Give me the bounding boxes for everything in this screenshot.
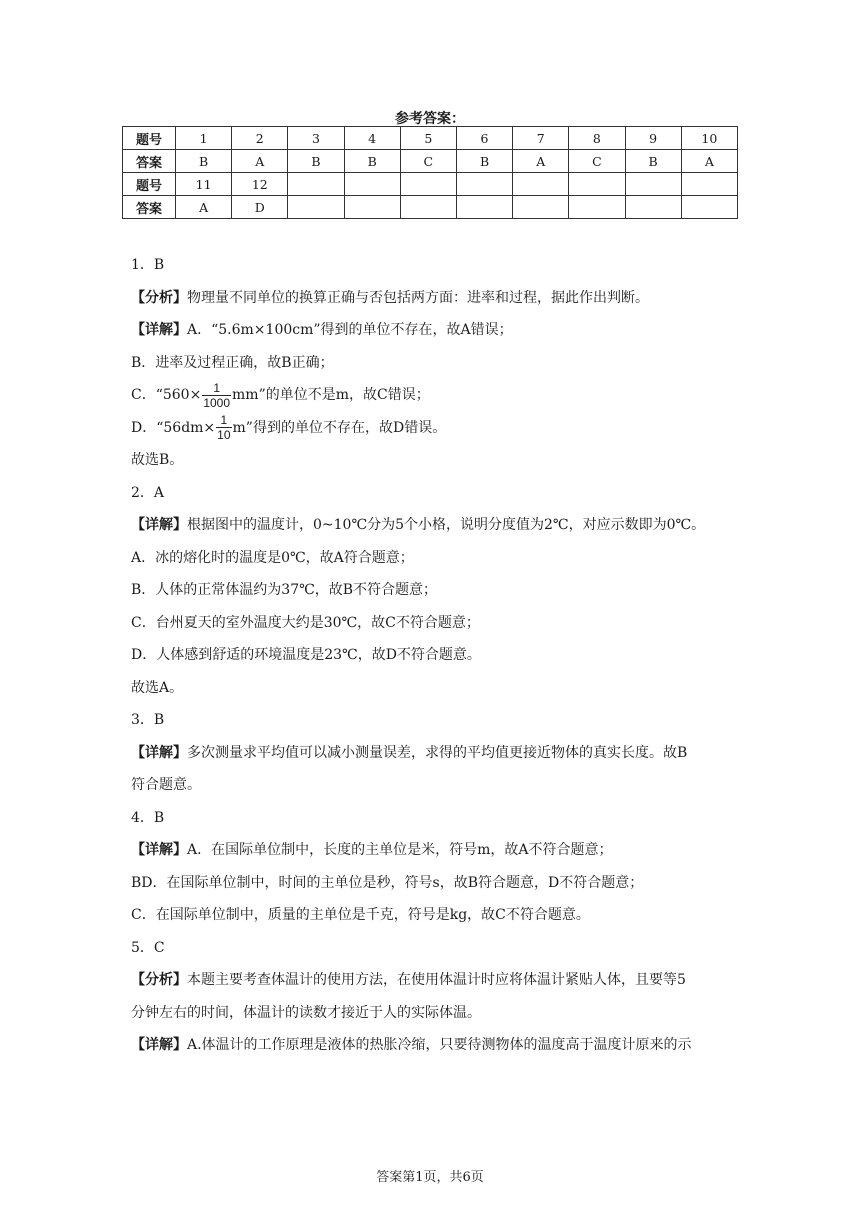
table-cell: A bbox=[176, 196, 232, 219]
table-cell bbox=[456, 173, 512, 196]
analysis-tag: 【分析】 bbox=[131, 972, 187, 988]
q3-detail-line2: 符合题意。 bbox=[131, 777, 201, 793]
table-cell bbox=[681, 196, 737, 219]
table-cell: 2 bbox=[232, 127, 288, 150]
table-cell: 3 bbox=[288, 127, 344, 150]
detail-tag: 【详解】 bbox=[131, 1037, 187, 1053]
table-cell: B bbox=[344, 150, 400, 173]
row-header: 题号 bbox=[123, 173, 176, 196]
q1-d-suffix: m”得到的单位不存在，故D错误。 bbox=[232, 419, 447, 436]
answer-table bbox=[122, 126, 738, 219]
solutions-body bbox=[131, 249, 731, 1062]
q2-detail bbox=[131, 509, 731, 542]
row-header: 题号 bbox=[123, 127, 176, 150]
q5-analysis bbox=[131, 964, 731, 997]
table-cell bbox=[344, 173, 400, 196]
q1-c-prefix: C．“560× bbox=[131, 387, 202, 403]
detail-tag: 【详解】 bbox=[131, 842, 187, 858]
table-row bbox=[123, 173, 738, 196]
fraction-denominator: 10 bbox=[217, 428, 231, 442]
table-cell bbox=[288, 196, 344, 219]
q5-analysis-line1: 本题主要考查体温计的使用方法，在使用体温计时应将体温计紧贴人体，且要等5 bbox=[187, 972, 686, 988]
table-cell: C bbox=[569, 150, 625, 173]
table-row bbox=[123, 127, 738, 150]
q1-conclusion: 故选B。 bbox=[131, 452, 184, 468]
q2-option-b: B．人体的正常体温约为37℃，故B不符合题意； bbox=[131, 582, 438, 598]
fraction-numerator: 1 bbox=[213, 380, 221, 395]
table-cell: 10 bbox=[681, 127, 737, 150]
fraction-numerator: 1 bbox=[220, 413, 228, 427]
row-header: 答案 bbox=[123, 196, 176, 219]
table-cell bbox=[513, 173, 569, 196]
q1-option-d bbox=[131, 412, 731, 445]
q3-detail bbox=[131, 737, 731, 770]
table-cell bbox=[456, 196, 512, 219]
detail-tag: 【详解】 bbox=[131, 744, 187, 761]
table-cell: 7 bbox=[513, 127, 569, 150]
table-cell: 4 bbox=[344, 127, 400, 150]
table-cell: 9 bbox=[625, 127, 681, 150]
table-cell: B bbox=[456, 150, 512, 173]
table-row bbox=[123, 150, 738, 173]
q4-option-bd: BD．在国际单位制中，时间的主单位是秒，符号s，故B符合题意，D不符合题意； bbox=[131, 874, 644, 891]
q2-detail-text: 根据图中的温度计，0~10℃分为5个小格，说明分度值为2℃，对应示数即为0℃。 bbox=[187, 517, 706, 533]
answer-key-title: 参考答案： bbox=[395, 111, 465, 127]
q1-option-a: A．“5.6m×100cm”得到的单位不存在，故A错误； bbox=[187, 322, 513, 338]
table-cell: D bbox=[232, 196, 288, 219]
table-cell bbox=[288, 173, 344, 196]
q1-d-prefix: D．“56dm× bbox=[131, 419, 216, 436]
table-cell: 11 bbox=[176, 173, 232, 196]
q5-number: 5．C bbox=[131, 939, 165, 956]
page-footer: 答案第1页，共6页 bbox=[376, 1170, 484, 1185]
table-cell bbox=[513, 196, 569, 219]
table-cell bbox=[625, 173, 681, 196]
table-cell bbox=[681, 173, 737, 196]
q5-analysis-line2: 分钟左右的时间，体温计的读数才接近于人的实际体温。 bbox=[131, 1004, 481, 1021]
table-cell: B bbox=[625, 150, 681, 173]
table-cell: 5 bbox=[400, 127, 456, 150]
table-cell: B bbox=[288, 150, 344, 173]
q4-detail-a bbox=[131, 834, 731, 867]
q4-option-a: A．在国际单位制中，长度的主单位是米，符号m，故A不符合题意； bbox=[187, 842, 613, 858]
table-cell bbox=[569, 196, 625, 219]
table-cell bbox=[344, 196, 400, 219]
table-cell: 12 bbox=[232, 173, 288, 196]
fraction-denominator: 1000 bbox=[203, 395, 231, 410]
q1-c-fraction bbox=[202, 381, 231, 410]
analysis-tag: 【分析】 bbox=[131, 289, 187, 306]
table-cell bbox=[400, 173, 456, 196]
q2-number: 2．A bbox=[131, 484, 165, 501]
q1-analysis-text: 物理量不同单位的换算正确与否包括两方面：进率和过程，据此作出判断。 bbox=[187, 289, 649, 306]
q4-number: 4．B bbox=[131, 809, 165, 826]
table-cell bbox=[400, 196, 456, 219]
table-cell bbox=[569, 173, 625, 196]
table-cell: B bbox=[176, 150, 232, 173]
q4-option-c: C．在国际单位制中，质量的主单位是千克，符号是kg，故C不符合题意。 bbox=[131, 907, 590, 923]
q2-option-d: D．人体感到舒适的环境温度是23℃，故D不符合题意。 bbox=[131, 647, 481, 663]
q3-detail-line1: 多次测量求平均值可以减小测量误差，求得的平均值更接近物体的真实长度。故B bbox=[187, 744, 688, 761]
table-cell: A bbox=[513, 150, 569, 173]
q1-d-fraction bbox=[216, 413, 231, 442]
table-row bbox=[123, 196, 738, 219]
q5-detail-text: A.体温计的工作原理是液体的热胀冷缩，只要待测物体的温度高于温度计原来的示 bbox=[187, 1037, 692, 1053]
q2-conclusion: 故选A。 bbox=[131, 679, 184, 696]
q1-detail-a bbox=[131, 314, 731, 347]
q1-number: 1．B bbox=[131, 257, 165, 273]
table-cell: 1 bbox=[176, 127, 232, 150]
table-cell: C bbox=[400, 150, 456, 173]
table-cell: 6 bbox=[456, 127, 512, 150]
table-cell: 8 bbox=[569, 127, 625, 150]
q1-option-c bbox=[131, 379, 731, 412]
q5-detail bbox=[131, 1029, 731, 1062]
q1-option-b: B．进率及过程正确，故B正确； bbox=[131, 354, 334, 371]
table-cell bbox=[625, 196, 681, 219]
table-cell: A bbox=[232, 150, 288, 173]
q1-analysis bbox=[131, 282, 731, 315]
q2-option-a: A．冰的熔化时的温度是0℃，故A符合题意； bbox=[131, 549, 414, 566]
detail-tag: 【详解】 bbox=[131, 517, 187, 533]
row-header: 答案 bbox=[123, 150, 176, 173]
q1-c-suffix: mm”的单位不是m，故C错误； bbox=[232, 387, 430, 403]
q3-number: 3．B bbox=[131, 712, 165, 728]
detail-tag: 【详解】 bbox=[131, 322, 187, 338]
q2-option-c: C．台州夏天的室外温度大约是30℃，故C不符合题意； bbox=[131, 614, 480, 631]
table-cell: A bbox=[681, 150, 737, 173]
